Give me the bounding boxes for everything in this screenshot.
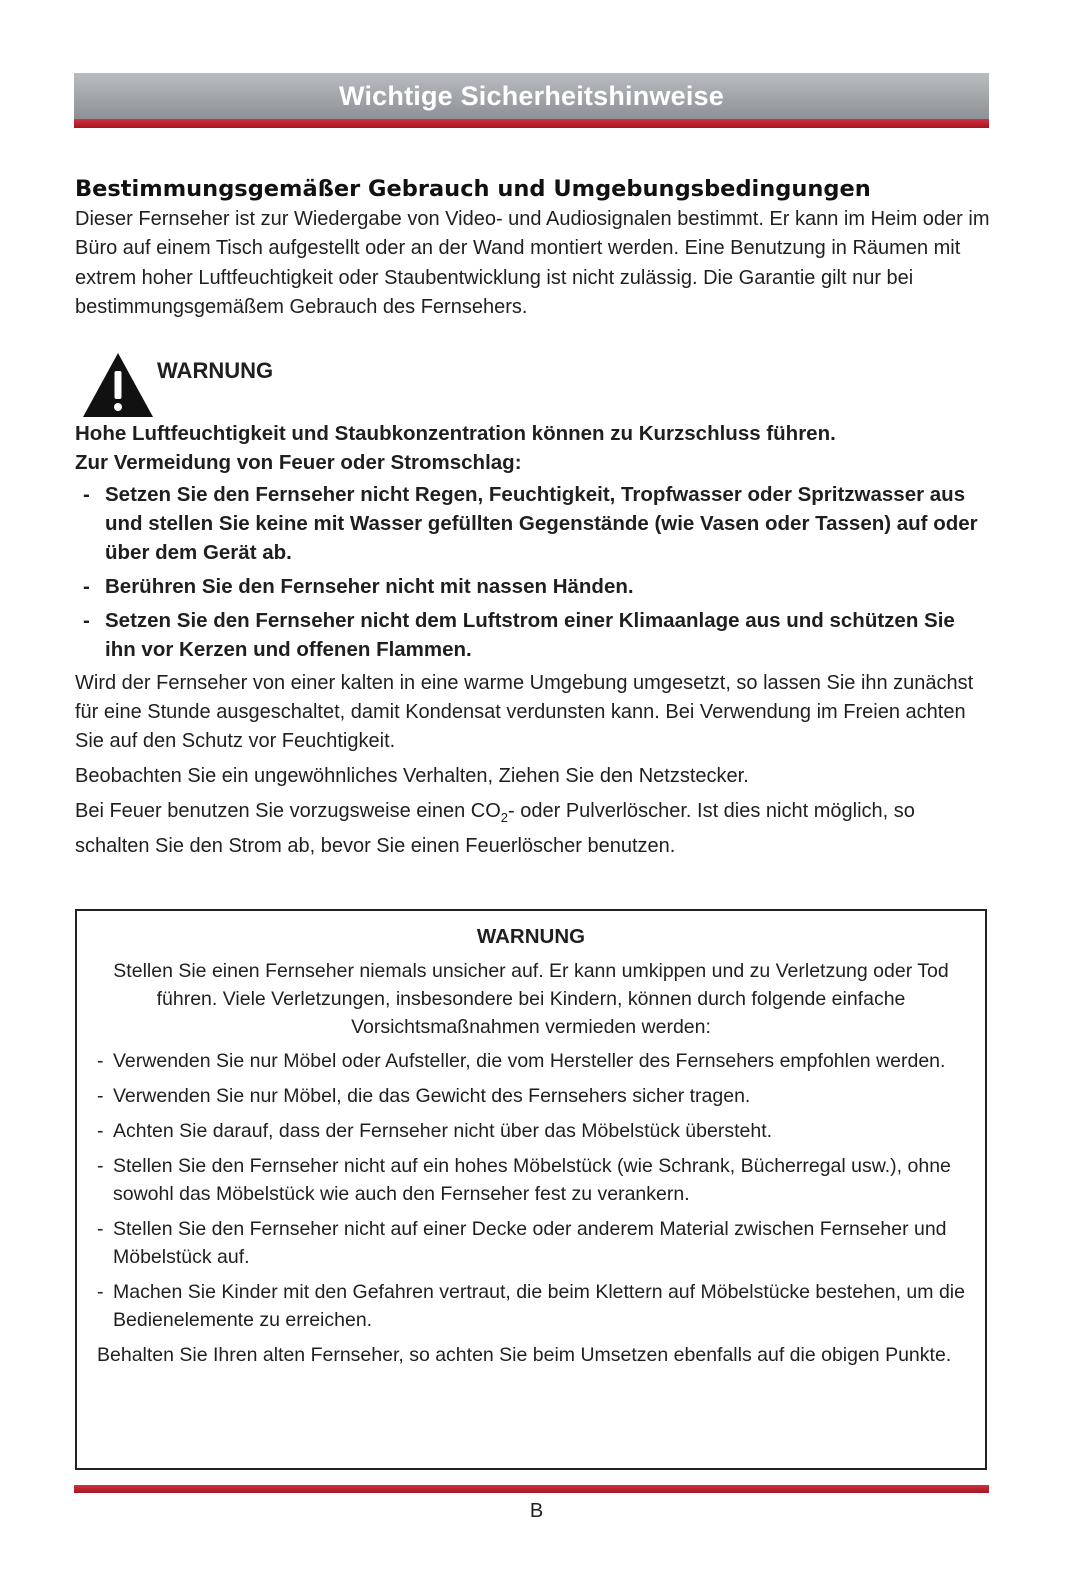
list-item: - Machen Sie Kinder mit den Gefahren vertraut, die beim Klettern auf Möbelstücke bestehen, um die Bedienelemente zu erreichen.: [97, 1281, 965, 1331]
list-item: - Stellen Sie den Fernseher nicht auf ein hohes Möbelstück (wie Schrank, Bücherregal usw.), ohne sowohl das Möbelstück wie auch den Fernseher fest zu verankern.: [97, 1155, 951, 1205]
footer-accent-bar: [74, 1485, 989, 1493]
warning-title: WARNUNG: [157, 357, 274, 383]
page-header: [74, 73, 989, 119]
warning-header: [81, 351, 990, 419]
usage-text: Dieser Fernseher ist zur Wiedergabe von Video- und Audiosignalen bestimmt. Er kann im Heim oder im Büro auf einem Tisch aufgestellt oder an der Wand montiert werden. Eine Benutzung in Räumen mit extrem hoher Luftfeuchtigkeit oder Staubentwicklung ist nicht zulässig. Die Garantie gilt nur bei bestimmungsgemäßem Gebrauch des Fernsehers.: [75, 208, 990, 319]
list-item: - Setzen Sie den Fernseher nicht dem Luftstrom einer Klimaanlage aus und schützen Sie ihn vor Kerzen und offenen Flammen.: [83, 608, 955, 661]
main-content: [75, 176, 990, 861]
tip-over-warning-box: [75, 909, 987, 1470]
box-list: [77, 1047, 985, 1334]
list-item: - Verwenden Sie nur Möbel, die das Gewicht des Fernsehers sicher tragen.: [97, 1085, 751, 1107]
warning-line-1: Hohe Luftfeuchtigkeit und Staubkonzentration können zu Kurzschluss führen.: [75, 421, 836, 445]
warning-triangle-icon: [81, 351, 155, 419]
list-item: - Stellen Sie den Fernseher nicht auf einer Decke oder anderem Material zwischen Fernseher und Möbelstück auf.: [97, 1218, 947, 1268]
page-title: Wichtige Sicherheitshinweise: [339, 80, 724, 111]
list-item: - Setzen Sie den Fernseher nicht Regen, Feuchtigkeit, Tropfwasser oder Spritzwasser aus und stellen Sie keine mit Wasser gefüllten Gegenstände (wie Vasen oder Tassen) auf oder über dem Gerät ab.: [83, 482, 978, 564]
header-accent-bar: [74, 119, 989, 128]
box-outro: Behalten Sie Ihren alten Fernseher, so achten Sie beim Umsetzen ebenfalls auf die obigen Punkte.: [97, 1344, 952, 1366]
list-item: - Achten Sie darauf, dass der Fernseher nicht über das Möbelstück übersteht.: [97, 1120, 773, 1142]
warning-line-2: Zur Vermeidung von Feuer oder Stromschlag:: [75, 450, 522, 474]
fire-paragraph: Bei Feuer benutzen Sie vorzugsweise einen $CO_2-$ oder Pulverlöscher. Ist dies nicht möglich, so schalten Sie den Strom ab, bevor Sie einen Feuerlöscher benutzen.: [75, 799, 915, 857]
condensation-paragraph: Wird der Fernseher von einer kalten in eine warme Umgebung umgesetzt, so lassen Sie ihn zunächst für eine Stunde ausgeschaltet, damit Kondensat verdunsten kann. Bei Verwendung im Freien achten Sie auf den Schutz vor Feuchtigkeit.: [75, 671, 974, 752]
unusual-behavior-paragraph: Beobachten Sie ein ungewöhnliches Verhalten, Ziehen Sie den Netzstecker.: [75, 764, 749, 787]
box-intro: Stellen Sie einen Fernseher niemals unsicher auf. Er kann umkippen und zu Verletzung oder Tod führen. Viele Verletzungen, insbesondere bei Kindern, können durch folgende einfache Vorsichtsmaßnahmen vermieden werden:: [113, 960, 949, 1038]
warning-list: [75, 480, 990, 664]
list-item: - Berühren Sie den Fernseher nicht mit nassen Händen.: [83, 574, 634, 598]
usage-heading: Bestimmungsgemäßer Gebrauch und Umgebungsbedingungen: [75, 176, 871, 202]
box-title: WARNUNG: [476, 925, 586, 948]
page-number: B: [529, 1500, 544, 1522]
list-item: - Verwenden Sie nur Möbel oder Aufsteller, die vom Hersteller des Fernsehers empfohlen werden.: [97, 1050, 946, 1072]
